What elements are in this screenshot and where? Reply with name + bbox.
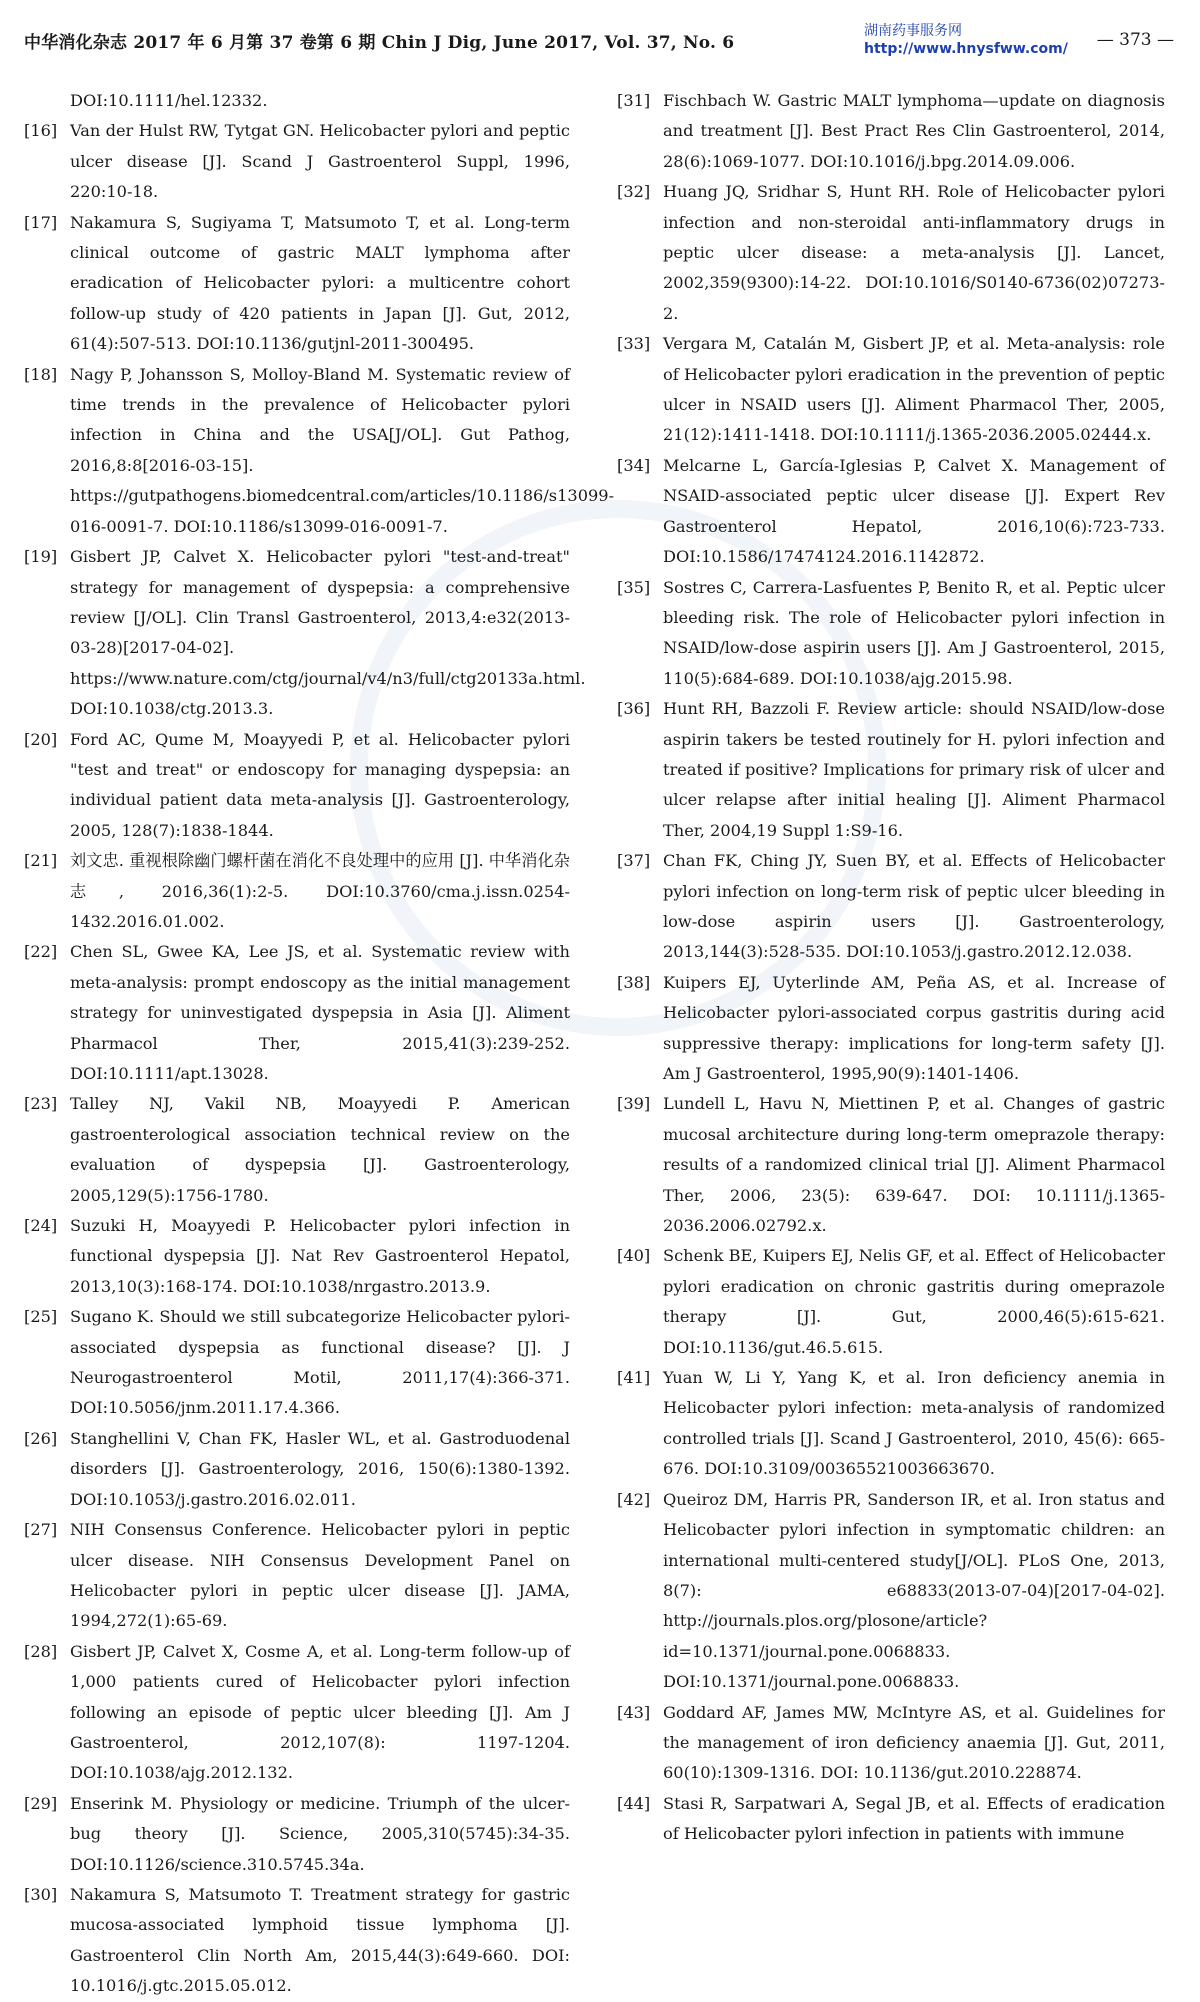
left-column	[24, 86, 615, 2002]
reference-item	[24, 542, 586, 724]
reference-item	[617, 968, 1165, 1090]
reference-item	[24, 725, 570, 847]
reference-text: Huang JQ, Sridhar S, Hunt RH. Role of Helicobacter pylori infection and non-steroidal anti-inflammatory drugs in peptic ulcer disease: a meta-analysis [J]. Lancet, 2002,359(9300):14-22. DOI:10.1016/S0140-6736(02)07273-2.	[663, 182, 1165, 323]
reference-item	[24, 1089, 570, 1211]
left-reference-list	[24, 116, 615, 2001]
reference-number: [43]	[617, 1702, 651, 1722]
reference-number: [44]	[617, 1793, 651, 1813]
reference-text: Gisbert JP, Calvet X, Cosme A, et al. Long-term follow-up of 1,000 patients cured of Helicobacter pylori infection following an episode of peptic ulcer bleeding [J]. Am J Gastroenterol, 2012,107(8): 1197-1204. DOI:10.1038/ajg.2012.132.	[70, 1641, 570, 1783]
reference-number: [33]	[617, 334, 651, 354]
reference-number: [20]	[24, 729, 58, 749]
reference-item	[617, 1089, 1165, 1241]
reference-number: [38]	[617, 972, 651, 992]
reference-number: [24]	[24, 1216, 58, 1236]
running-head: 中华消化杂志 2017 年 6 月第 37 卷第 6 期 Chin J Dig, June 2017, Vol. 37, No. 6	[24, 33, 735, 53]
reference-text: Sugano K. Should we still subcategorize Helicobacter pylori-associated dyspepsia as functional disease? [J]. J Neurogastroenterol Motil, 2011,17(4):366-371. DOI:10.5056/jnm.2011.17.4.366.	[70, 1307, 570, 1418]
reference-text: NIH Consensus Conference. Helicobacter pylori in peptic ulcer disease. NIH Consensus Development Panel on Helicobacter pylori in peptic ulcer disease [J]. JAMA, 1994,272(1):65-69.	[70, 1520, 570, 1631]
reference-text: Stanghellini V, Chan FK, Hasler WL, et al. Gastroduodenal disorders [J]. Gastroenterology, 2016, 150(6):1380-1392. DOI:10.1053/j.gastro.2016.02.011.	[70, 1428, 570, 1509]
reference-number: [26]	[24, 1428, 58, 1448]
reference-item	[24, 1424, 570, 1515]
reference-number: [29]	[24, 1793, 58, 1813]
watermark-site-name: 湖南药事服务网	[864, 23, 962, 39]
reference-item	[617, 846, 1165, 968]
reference-number: [19]	[24, 547, 58, 567]
reference-item	[24, 360, 615, 542]
reference-item	[24, 1302, 570, 1424]
watermark-url[interactable]: http://www.hnysfww.com/	[864, 41, 1068, 57]
reference-item	[617, 86, 1165, 177]
reference-text: Vergara M, Catalán M, Gisbert JP, et al. Meta-analysis: role of Helicobacter pylori eradication in the prevention of peptic ulcer in NSAID users [J]. Aliment Pharmacol Ther, 2005, 21(12):1411-1418. DOI:10.1111/j.1365-2036.2005.02444.x.	[663, 334, 1165, 445]
reference-item	[617, 694, 1165, 846]
reference-item	[24, 1637, 570, 1789]
reference-number: [21]	[24, 851, 58, 871]
reference-item	[617, 1485, 1165, 1698]
reference-number: [30]	[24, 1884, 58, 1904]
reference-text: Van der Hulst RW, Tytgat GN. Helicobacter pylori and peptic ulcer disease [J]. Scand J Gastroenterol Suppl, 1996, 220:10-18.	[70, 121, 570, 202]
reference-item	[24, 937, 570, 1089]
reference-item	[617, 1241, 1165, 1363]
reference-text: Schenk BE, Kuipers EJ, Nelis GF, et al. Effect of Helicobacter pylori eradication on chronic gastritis during omeprazole therapy [J]. Gut, 2000,46(5):615-621. DOI:10.1136/gut.46.5.615.	[663, 1246, 1165, 1357]
reference-text: Chen SL, Gwee KA, Lee JS, et al. Systematic review with meta-analysis: prompt endoscopy as the initial management strategy for uninvestigated dyspepsia in Asia [J]. Aliment Pharmacol Ther, 2015,41(3):239-252. DOI:10.1111/apt.13028.	[70, 942, 570, 1083]
reference-number: [41]	[617, 1368, 651, 1388]
reference-item	[24, 846, 570, 937]
reference-number: [36]	[617, 699, 651, 719]
right-column	[617, 86, 1165, 1850]
reference-number: [17]	[24, 212, 58, 232]
reference-item	[617, 329, 1165, 451]
reference-item	[24, 1880, 570, 2002]
reference-text: Enserink M. Physiology or medicine. Triumph of the ulcer-bug theory [J]. Science, 2005,310(5745):34-35. DOI:10.1126/science.310.5745.34a.	[70, 1793, 570, 1874]
reference-number: [39]	[617, 1094, 651, 1114]
reference-item	[24, 116, 570, 207]
reference-text: Fischbach W. Gastric MALT lymphoma—update on diagnosis and treatment [J]. Best Pract Res Clin Gastroenterol, 2014, 28(6):1069-1077. DOI:10.1016/j.bpg.2014.09.006.	[663, 91, 1165, 171]
reference-item	[24, 208, 570, 360]
reference-number: [34]	[617, 455, 651, 475]
right-reference-list	[617, 86, 1165, 1850]
reference-number: [35]	[617, 577, 651, 597]
reference-text: Kuipers EJ, Uyterlinde AM, Peña AS, et al. Increase of Helicobacter pylori-associated corpus gastritis during acid suppressive therapy: implications for long-term safety [J]. Am J Gastroenterol, 1995,90(9):1401-1406.	[663, 972, 1165, 1083]
reference-text: Nakamura S, Matsumoto T. Treatment strategy for gastric mucosa-associated lymphoid tissue lymphoma [J]. Gastroenterol Clin North Am, 2015,44(3):649-660. DOI: 10.1016/j.gtc.2015.05.012.	[70, 1884, 570, 1996]
reference-text: Sostres C, Carrera-Lasfuentes P, Benito R, et al. Peptic ulcer bleeding risk. The role of Helicobacter pylori infection in NSAID/low-dose aspirin users [J]. Am J Gastroenterol, 2015, 110(5):684-689. DOI:10.1038/ajg.2015.98.	[663, 577, 1165, 688]
reference-text: Lundell L, Havu N, Miettinen P, et al. Changes of gastric mucosal architecture during long-term omeprazole therapy: results of a randomized clinical trial [J]. Aliment Pharmacol Ther, 2006, 23(5): 639-647. DOI: 10.1111/j.1365-2036.2006.02792.x.	[663, 1094, 1165, 1236]
reference-text: Queiroz DM, Harris PR, Sanderson IR, et al. Iron status and Helicobacter pylori infection in symptomatic children: an international multi-centered study[J/OL]. PLoS One, 2013, 8(7): e68833(2013-07-04)[2017-04-02]. http://journals.plos.org/plosone/article? id=10.1371/journal.pone.0068833. DOI:10.1371/journal.pone.0068833.	[663, 1489, 1165, 1692]
reference-number: [40]	[617, 1246, 651, 1266]
reference-item	[617, 573, 1165, 695]
page-number: — 373 —	[1096, 30, 1174, 50]
reference-item	[617, 1363, 1165, 1485]
reference-text: Yuan W, Li Y, Yang K, et al. Iron deficiency anemia in Helicobacter pylori infection: meta-analysis of randomized controlled trials [J]. Scand J Gastroenterol, 2010, 45(6): 665-676. DOI:10.3109/00365521003663670.	[663, 1368, 1165, 1479]
reference-item	[617, 451, 1165, 573]
reference-text: Nagy P, Johansson S, Molloy-Bland M. Systematic review of time trends in the prevalence of Helicobacter pylori infection in China and the USA[J/OL]. Gut Pathog, 2016,8:8[2016-03-15]. https://gutpathogens.biomedcentral.com/articles/10.1186/s13099-016-0091-7. DOI:10.1186/s13099-016-0091-7.	[70, 364, 615, 536]
reference-text: Nakamura S, Sugiyama T, Matsumoto T, et al. Long-term clinical outcome of gastric MALT lymphoma after eradication of Helicobacter pylori: a multicentre cohort follow-up study of 420 patients in Japan [J]. Gut, 2012, 61(4):507-513. DOI:10.1136/gutjnl-2011-300495.	[70, 212, 570, 354]
reference-number: [42]	[617, 1489, 651, 1509]
reference-text: 刘文忠. 重视根除幽门螺杆菌在消化不良处理中的应用 [J]. 中华消化杂志, 2016,36(1):2-5. DOI:10.3760/cma.j.issn.0254-1432.2016.01.002.	[70, 851, 570, 931]
reference-number: [23]	[24, 1094, 58, 1114]
reference-continued	[24, 86, 570, 116]
reference-number: [16]	[24, 121, 58, 141]
reference-text: Chan FK, Ching JY, Suen BY, et al. Effects of Helicobacter pylori infection on long-term risk of peptic ulcer bleeding in low-dose aspirin users [J]. Gastroenterology, 2013,144(3):528-535. DOI:10.1053/j.gastro.2012.12.038.	[663, 851, 1165, 962]
reference-continued-doi: DOI:10.1111/hel.12332.	[70, 91, 268, 110]
reference-text: Stasi R, Sarpatwari A, Segal JB, et al. Effects of eradication of Helicobacter pylori infection in patients with immune	[663, 1793, 1165, 1844]
reference-item	[617, 177, 1165, 329]
reference-text: Ford AC, Qume M, Moayyedi P, et al. Helicobacter pylori "test and treat" or endoscopy for managing dyspepsia: an individual patient data meta-analysis [J]. Gastroenterology, 2005, 128(7):1838-1844.	[70, 729, 570, 840]
reference-item	[617, 1789, 1165, 1850]
reference-text: Hunt RH, Bazzoli F. Review article: should NSAID/low-dose aspirin takers be tested routinely for H. pylori infection and treated if positive? Implications for primary risk of ulcer and ulcer relapse after initial healing [J]. Aliment Pharmacol Ther, 2004,19 Suppl 1:S9-16.	[663, 699, 1165, 840]
reference-number: [32]	[617, 182, 651, 202]
reference-number: [37]	[617, 851, 651, 871]
reference-item	[617, 1698, 1165, 1789]
site-watermark	[864, 22, 1068, 58]
reference-number: [18]	[24, 364, 58, 384]
reference-item	[24, 1211, 570, 1302]
reference-item	[24, 1789, 570, 1880]
page-header	[24, 22, 1174, 62]
reference-item	[24, 1515, 570, 1637]
reference-number: [31]	[617, 91, 651, 110]
reference-text: Melcarne L, García-Iglesias P, Calvet X. Management of NSAID-associated peptic ulcer disease [J]. Expert Rev Gastroenterol Hepatol, 2016,10(6):723-733. DOI:10.1586/17474124.2016.1142872.	[663, 455, 1165, 567]
reference-text: Talley NJ, Vakil NB, Moayyedi P. American gastroenterological association technical review on the evaluation of dyspepsia [J]. Gastroenterology, 2005,129(5):1756-1780.	[70, 1094, 570, 1205]
reference-number: [25]	[24, 1307, 58, 1327]
reference-text: Suzuki H, Moayyedi P. Helicobacter pylori infection in functional dyspepsia [J]. Nat Rev Gastroenterol Hepatol, 2013,10(3):168-174. DOI:10.1038/nrgastro.2013.9.	[70, 1216, 570, 1296]
reference-number: [27]	[24, 1520, 58, 1540]
reference-text: Goddard AF, James MW, McIntyre AS, et al. Guidelines for the management of iron deficiency anaemia [J]. Gut, 2011, 60(10):1309-1316. DOI: 10.1136/gut.2010.228874.	[663, 1702, 1165, 1783]
reference-number: [28]	[24, 1641, 58, 1661]
reference-number: [22]	[24, 942, 58, 962]
reference-text: Gisbert JP, Calvet X. Helicobacter pylori "test-and-treat" strategy for management of dyspepsia: a comprehensive review [J/OL]. Clin Transl Gastroenterol, 2013,4:e32(2013-03-28)[2017-04-02]. https://www.nature.com/ctg/journal/v4/n3/full/ctg20133a.html. DOI:10.1038/ctg.2013.3.	[70, 547, 586, 719]
